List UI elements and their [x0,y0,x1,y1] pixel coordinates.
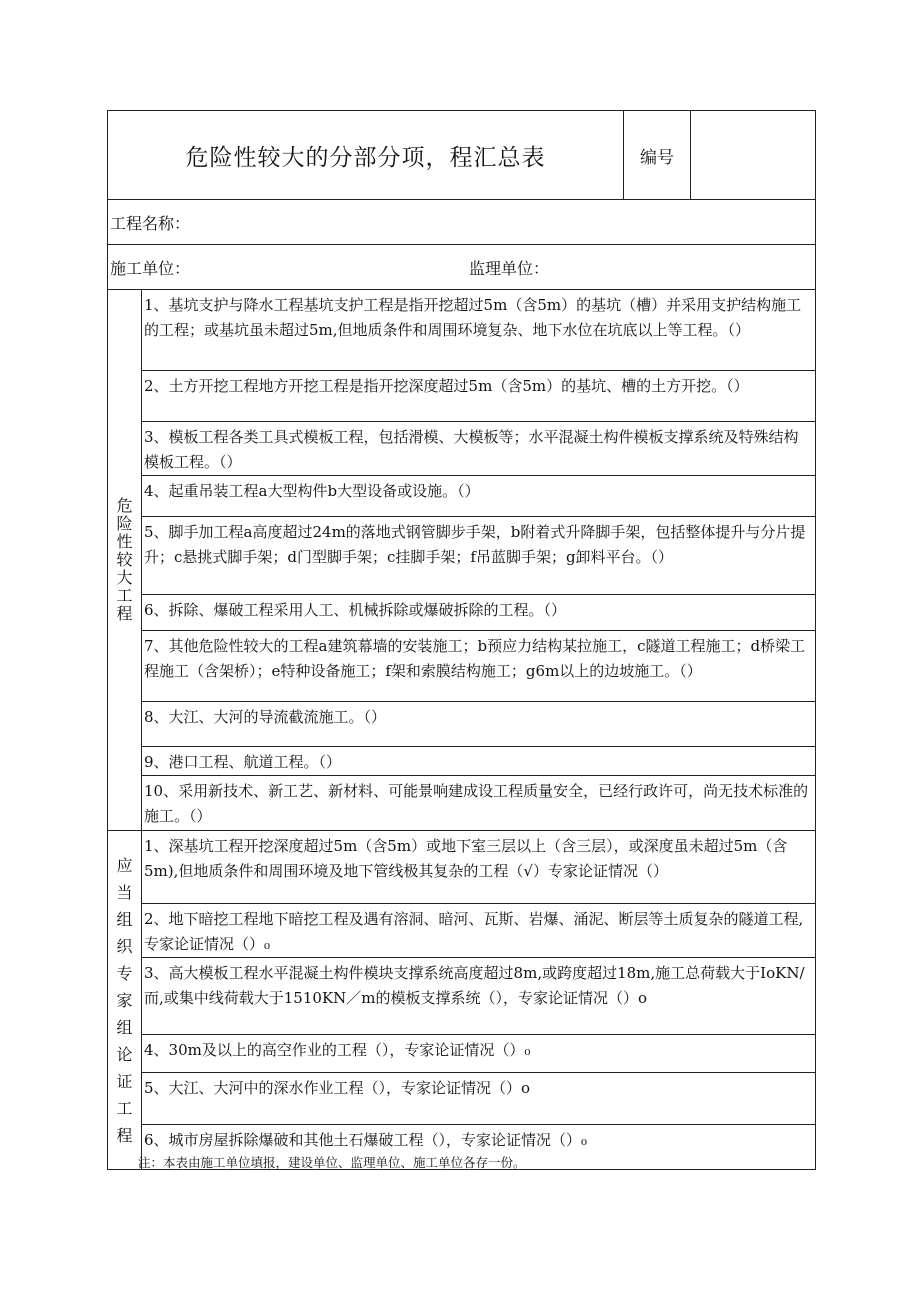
section1-item-7: 7、其他危险性较大的工程a建筑幕墙的安装施工；b预应力结构某拉施工，c隧道工程施工；d桥梁工程施工（含架桥）；e特种设备施工；f架和索膜结构施工；g6m以上的边坡施工。（） [142,631,816,702]
project-name-row[interactable] [108,200,816,245]
section2-item-3: 3、高大模板工程水平混凝土构件模块支撑系统高度超过8m,或跨度超过18m,施工总荷载大于IoKN/而,或集中线荷载大于1510KN／m的模板支撑系统（），专家论证情况（）o [142,958,816,1035]
code-label-cell [624,111,691,200]
section2-item-6: 6、城市房屋拆除爆破和其他土石爆破工程（），专家论证情况（）₀ [142,1125,816,1170]
section1-item-6: 6、拆除、爆破工程采用人工、机械拆除或爆破拆除的工程。（） [142,595,816,631]
section1-item-4: 4、起重吊装工程a大型构件b大型设备或设施。（） [142,476,816,517]
section2-item-1: 1、深基坑工程开挖深度超过5m（含5m）或地下室三层以上（含三层），或深度虽未超过5m（含5m),但地质条件和周围环境及地下管线极其复杂的工程（√）专家论证情况（） [142,831,816,904]
section1-item-8: 8、大江、大河的导流截流施工。（） [142,702,816,747]
section1-item-2: 2、土方开挖工程地方开挖工程是指开挖深度超过5m（含5m）的基坑、槽的土方开挖。（） [142,371,816,422]
section1-item-3: 3、模板工程各类工具式模板工程，包括滑模、大模板等；水平混凝土构件模板支撑系统及特殊结构模板工程。（） [142,422,816,476]
construction-unit-label: 施工单位： [110,258,191,278]
units-row[interactable] [108,245,816,290]
project-name-label: 工程名称： [110,213,191,233]
supervision-unit-label: 监理单位： [469,258,550,278]
code-value-field[interactable] [691,111,816,200]
section2-item-2: 2、地下暗挖工程地下暗挖工程及遇有溶洞、暗河、瓦斯、岩爆、涌泥、断层等土质复杂的隧道工程,专家论证情况（）₀ [142,904,816,958]
footer-note: 注：本表由施工单位填报，建设单位、监理单位、施工单位各存一份。 [138,1155,526,1170]
form-title-cell [108,111,624,200]
section1-item-9: 9、港口工程、航道工程。（） [142,747,816,776]
section1-item-5: 5、脚手加工程a高度超过24m的落地式钢管脚步手架，b附着式升降脚手架，包括整体提升与分片提升；c悬挑式脚手架；d门型脚手架；c挂脚手架；f吊蓝脚手架；g卸料平台。（） [142,517,816,595]
section1-category: 危险性较大工程 [116,496,133,623]
summary-form [107,110,815,1170]
section2-category: 应当组织专家组论证工程 [116,855,133,1145]
section2-item-5: 5、大江、大河中的深水作业工程（），专家论证情况（）o [142,1073,816,1125]
code-label: 编号 [640,147,674,168]
form-table [107,110,816,1170]
section2-category-cell [108,831,142,1170]
section2-item-4: 4、30m及以上的高空作业的工程（），专家论证情况（）₀ [142,1035,816,1073]
form-title: 危险性较大的分部分项，程汇总表 [185,144,546,171]
section1-item-10: 10、采用新技术、新工艺、新材料、可能景响建成设工程质量安全，已经行政许可，尚无技术标准的施工。（） [142,776,816,831]
section1-item-1: 1、基坑支护与降水工程基坑支护工程是指开挖超过5m（含5m）的基坑（槽）并采用支护结构施工的工程；或基坑虽未超过5m,但地质条件和周围环境复杂、地下水位在坑底以上等工程。（） [142,290,816,371]
section1-category-cell [108,290,142,831]
